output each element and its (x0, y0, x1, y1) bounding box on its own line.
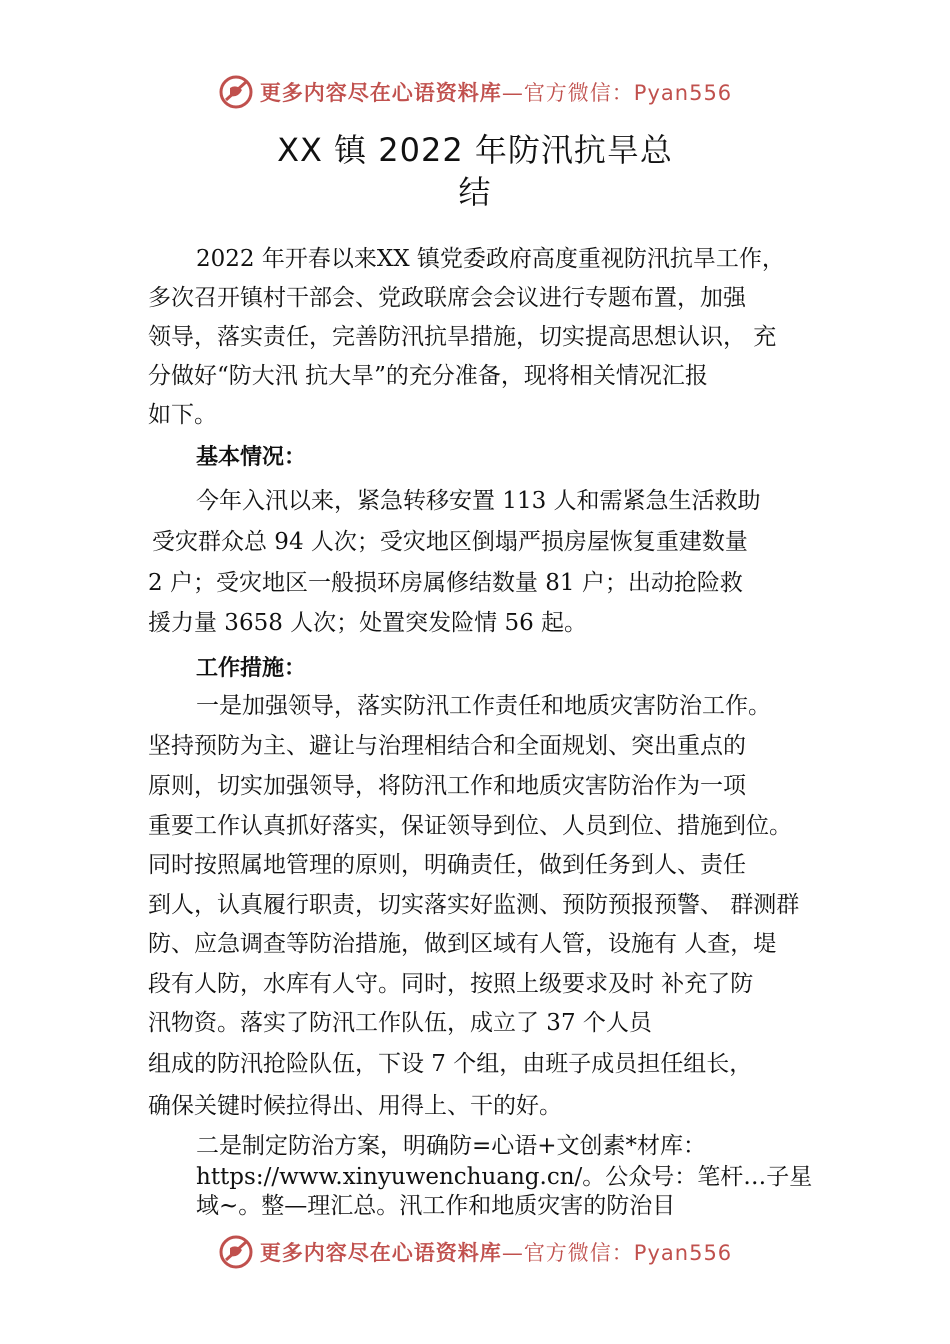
brand-logo-icon (218, 74, 254, 110)
intro-line: 2022 年开春以来XX 镇党委政府高度重视防汛抗旱工作， (196, 246, 785, 272)
watermark-banner-top (0, 70, 950, 114)
intro-line: 如下。 (148, 402, 217, 428)
watermark-dash: — (501, 1241, 524, 1265)
section2-line: 到人，认真履行职责，切实落实好监测、预防预报预警、 群测群 (148, 892, 800, 918)
section2-line: 组成的防汛抢险队伍，下设 7 个组，由班子成员担任组长， (148, 1051, 753, 1077)
section2-line: 汛物资。落实了防汛工作队伍，成立了 37 个人员 (148, 1010, 652, 1036)
document-title-line2: 结 (458, 173, 492, 211)
section3-line: 域~。整—理汇总。汛工作和地质灾害的防治目 (196, 1193, 676, 1219)
section2-line: 确保关键时候拉得出、用得上、干的好。 (148, 1093, 562, 1119)
watermark-wechat: 官方微信：Pyan556 (523, 81, 733, 105)
intro-line: 领导，落实责任，完善防汛抗旱措施，切实提高思想认识， 充 (148, 324, 777, 350)
section2-line: 一是加强领导，落实防汛工作责任和地质灾害防治工作。 (196, 693, 771, 719)
section-heading-basic: 基本情况： (196, 445, 307, 470)
document-title-line1: XX 镇 2022 年防汛抗旱总 (277, 131, 673, 169)
section1-line: 援力量 3658 人次；处置突发险情 56 起。 (148, 610, 588, 636)
section2-line: 段有人防，水库有人守。同时，按照上级要求及时 补充了防 (148, 971, 754, 997)
section1-line: 今年入汛以来，紧急转移安置 113 人和需紧急生活救助 (196, 488, 761, 514)
section2-line: 坚持预防为主、避让与治理相结合和全面规划、突出重点的 (148, 733, 746, 759)
watermark-dash: — (501, 81, 524, 105)
watermark-banner-bottom (0, 1230, 950, 1274)
section3-line: https://www.xinyuwenchuang.cn/。公众号：笔杆…子星 (196, 1164, 813, 1190)
watermark-text: 更多内容尽在心语资料库 (259, 81, 502, 105)
intro-line: 分做好“防大汛 抗大旱”的充分准备，现将相关情况汇报 (148, 363, 708, 389)
intro-line: 多次召开镇村干部会、党政联席会会议进行专题布置，加强 (148, 285, 746, 311)
section2-line: 重要工作认真抓好落实，保证领导到位、人员到位、措施到位。 (148, 813, 792, 839)
section2-line: 原则，切实加强领导，将防汛工作和地质灾害防治作为一项 (148, 773, 746, 799)
section1-line: 2 户；受灾地区一般损环房属修结数量 81 户；出动抢险救 (148, 570, 743, 596)
watermark-text: 更多内容尽在心语资料库 (259, 1241, 502, 1265)
watermark-wechat: 官方微信：Pyan556 (523, 1241, 733, 1265)
section3-line: 二是制定防治方案，明确防=心语+文创素*材库： (196, 1133, 707, 1159)
section2-line: 同时按照属地管理的原则，明确责任，做到任务到人、责任 (148, 852, 746, 878)
brand-logo-icon (218, 1234, 254, 1270)
section2-line: 防、应急调查等防治措施，做到区域有人管，设施有 人查，堤 (148, 931, 777, 957)
section-heading-measures: 工作措施： (196, 656, 307, 681)
section1-line: 受灾群众总 94 人次；受灾地区倒塌严损房屋恢复重建数量 (152, 529, 748, 555)
